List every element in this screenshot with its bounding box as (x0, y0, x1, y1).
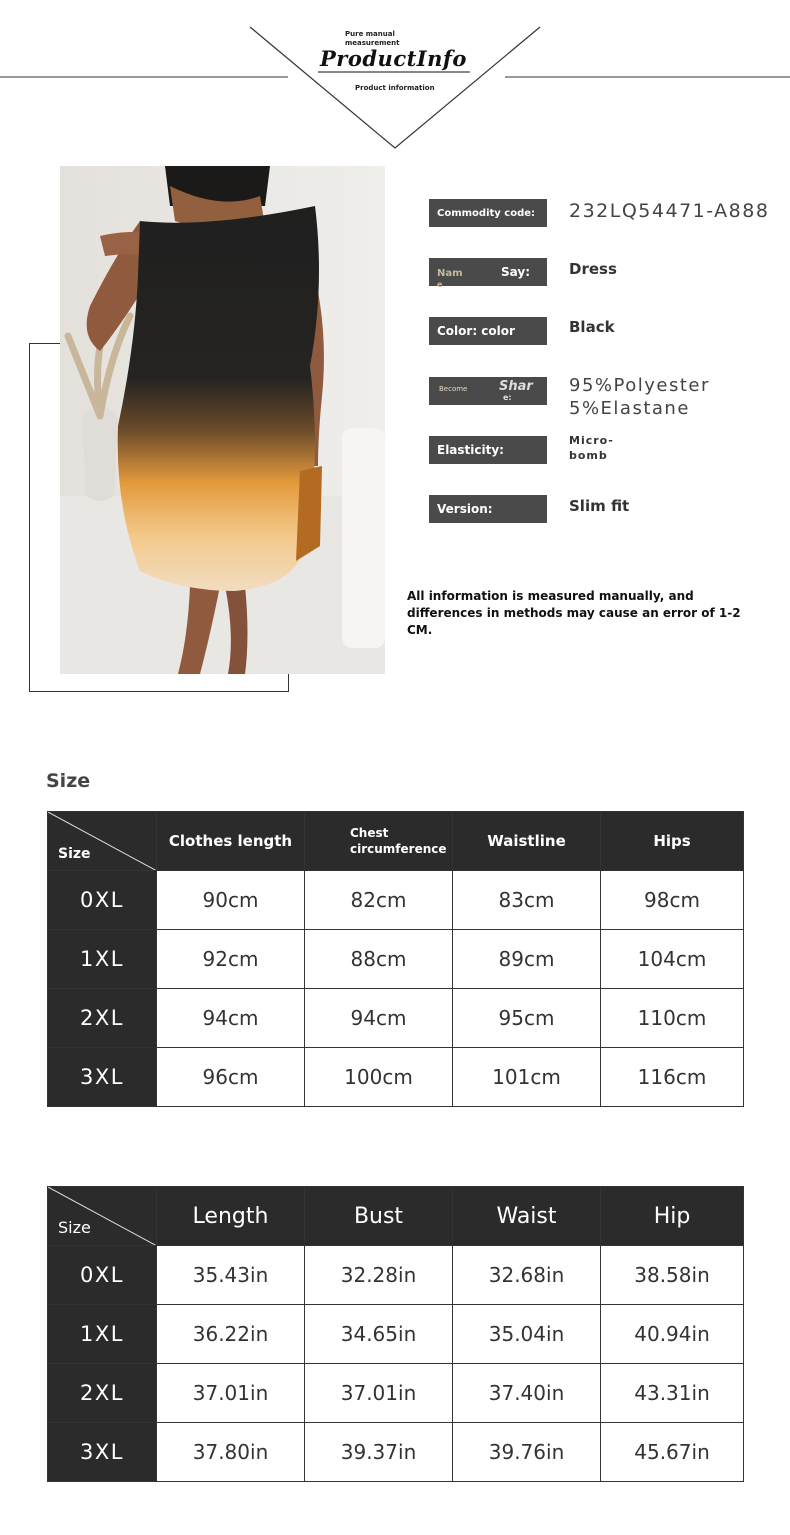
cell-bust: 39.37in (305, 1423, 453, 1482)
cell-waistline: 95cm (453, 989, 601, 1048)
table-row (48, 1305, 744, 1364)
header-chest-line2: circumference (350, 842, 447, 856)
cell-hip: 40.94in (601, 1305, 744, 1364)
name-value: Dress (569, 260, 617, 278)
table-row (48, 989, 744, 1048)
color-value: Black (569, 318, 615, 336)
version-label: Version: (429, 495, 547, 523)
version-value: Slim fit (569, 497, 630, 515)
fabric-label-text: Shar (499, 379, 533, 394)
name-label-text: Say: (501, 265, 530, 279)
row-size: 2XL (48, 989, 157, 1048)
cell-hip: 43.31in (601, 1364, 744, 1423)
table-row (48, 930, 744, 989)
fabric-label-prefix: Become (439, 385, 468, 393)
measurement-note: All information is measured manually, and differences in methods may cause an error of 1-2 CM. (407, 589, 741, 637)
commodity-code-label: Commodity code: (429, 199, 547, 227)
name-label-prefix: Nam (437, 268, 463, 279)
product-info-header (0, 0, 790, 160)
table-row (48, 1048, 744, 1107)
table-row (48, 1423, 744, 1482)
cell-hip: 45.67in (601, 1423, 744, 1482)
cell-waistline: 101cm (453, 1048, 601, 1107)
cell-hips: 98cm (601, 871, 744, 930)
header-title: ProductInfo (320, 46, 467, 71)
table-row (48, 1364, 744, 1423)
header-small-line1: Pure manual (345, 30, 395, 38)
table-row (48, 1246, 744, 1305)
cell-bust: 37.01in (305, 1364, 453, 1423)
cell-waist: 35.04in (453, 1305, 601, 1364)
cell-hips: 116cm (601, 1048, 744, 1107)
header-small-line2: measurement (345, 39, 400, 47)
commodity-code-value: 232LQ54471-A888 (569, 200, 770, 222)
cell-hips: 110cm (601, 989, 744, 1048)
cell-length: 37.80in (157, 1423, 305, 1482)
table-row (48, 871, 744, 930)
fabric-value-line2: 5%Elastane (569, 398, 690, 419)
header-chest-circumference (305, 812, 453, 871)
size-table-inches (47, 1186, 744, 1482)
table-header-row (48, 1187, 744, 1246)
row-size: 1XL (48, 930, 157, 989)
fabric-label-suffix: e: (503, 393, 512, 402)
table-header-row (48, 812, 744, 871)
cell-waistline: 83cm (453, 871, 601, 930)
elasticity-label: Elasticity: (429, 436, 547, 464)
cell-length: 37.01in (157, 1364, 305, 1423)
cell-waist: 37.40in (453, 1364, 601, 1423)
cell-waist: 39.76in (453, 1423, 601, 1482)
cell-chest: 88cm (305, 930, 453, 989)
cell-waist: 32.68in (453, 1246, 601, 1305)
cell-chest: 100cm (305, 1048, 453, 1107)
cell-chest: 94cm (305, 989, 453, 1048)
header-waistline: Waistline (453, 812, 601, 871)
row-size: 2XL (48, 1364, 157, 1423)
product-photo (60, 166, 385, 674)
color-label: Color: color (429, 317, 547, 345)
header-hip: Hip (601, 1187, 744, 1246)
header-bust: Bust (305, 1187, 453, 1246)
table-corner (48, 812, 157, 871)
header-chest-line1: Chest (350, 826, 389, 840)
row-size: 3XL (48, 1423, 157, 1482)
cell-clothes-length: 94cm (157, 989, 305, 1048)
elasticity-value-line1: Micro- (569, 434, 614, 447)
cell-hip: 38.58in (601, 1246, 744, 1305)
cell-clothes-length: 92cm (157, 930, 305, 989)
size-table-cm (47, 811, 744, 1107)
row-size: 3XL (48, 1048, 157, 1107)
corner-label: Size (58, 846, 91, 862)
elasticity-value-line2: bomb (569, 449, 608, 462)
cell-hips: 104cm (601, 930, 744, 989)
fabric-label (429, 377, 547, 405)
size-heading: Size (46, 770, 91, 792)
cell-length: 35.43in (157, 1246, 305, 1305)
header-waist: Waist (453, 1187, 601, 1246)
header-subtitle: Product information (355, 84, 435, 92)
cell-bust: 32.28in (305, 1246, 453, 1305)
corner-label: Size (58, 1218, 91, 1237)
header-title-underline (0, 0, 790, 160)
row-size: 0XL (48, 1246, 157, 1305)
fabric-value-line1: 95%Polyester (569, 375, 710, 396)
cell-clothes-length: 96cm (157, 1048, 305, 1107)
cell-clothes-length: 90cm (157, 871, 305, 930)
row-size: 1XL (48, 1305, 157, 1364)
header-clothes-length: Clothes length (157, 812, 305, 871)
header-hips: Hips (601, 812, 744, 871)
name-label (429, 258, 547, 289)
table-corner (48, 1187, 157, 1246)
cell-bust: 34.65in (305, 1305, 453, 1364)
dress-illustration (60, 166, 385, 674)
cell-waistline: 89cm (453, 930, 601, 989)
cell-length: 36.22in (157, 1305, 305, 1364)
name-label-suffix: e (437, 280, 443, 289)
header-length: Length (157, 1187, 305, 1246)
cell-chest: 82cm (305, 871, 453, 930)
row-size: 0XL (48, 871, 157, 930)
